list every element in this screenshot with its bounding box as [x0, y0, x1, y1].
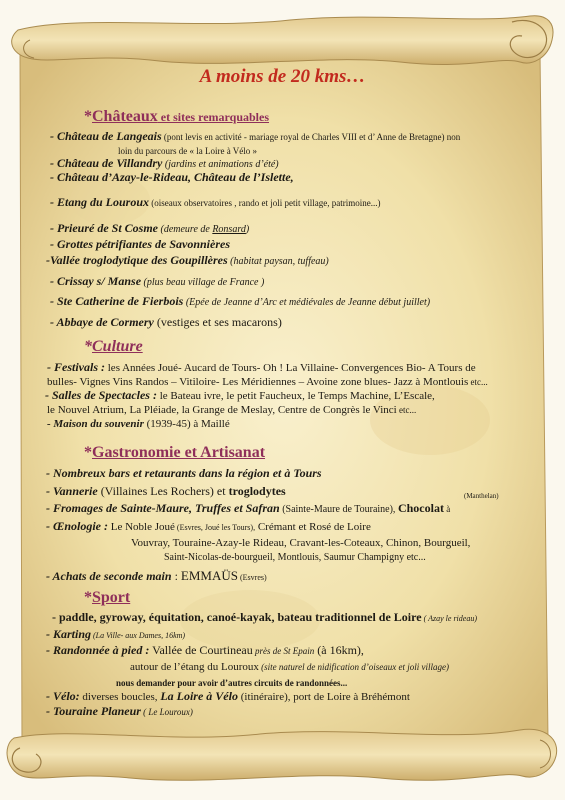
item-name: - Vélo: [46, 689, 80, 703]
list-item [46, 569, 267, 584]
item-note: (pont levis en activité - mariage royal de Charles VIII et d’ Anne de Bretagne) non [161, 132, 461, 142]
section-star: * [84, 444, 92, 461]
list-item [47, 361, 476, 375]
item-name: - Etang du Louroux [50, 195, 150, 209]
item-note: (Epée de Jeanne d’Arc et médiévales de Jeanne début juillet) [183, 297, 431, 308]
section-heading-text: Sport [92, 589, 131, 606]
item-note: ) [245, 224, 250, 235]
item-note: (site naturel de nidification d’oiseaux et joli village) [258, 662, 450, 672]
item-note: (demeure de [158, 224, 213, 235]
list-item [46, 520, 371, 534]
list-item [50, 157, 279, 171]
item-note: (habitat paysan, tuffeau) [227, 256, 329, 267]
list-item [52, 611, 477, 625]
section-subtitle: et sites remarquables [157, 110, 269, 124]
item-text: le Bateau ivre, le petit Faucheux, le Temps Machine, L’Escale, [156, 390, 435, 402]
item-name: - Ste Catherine de Fierbois [50, 294, 184, 308]
item-name: - Randonnée à pied : [46, 643, 150, 657]
list-item [46, 467, 322, 480]
list-item [50, 316, 282, 329]
item-name: -Vallée troglodytique des Goupillères [46, 253, 228, 267]
item-name: La Loire à Vélo [160, 689, 238, 703]
item-name: - Prieuré de St Cosme [50, 221, 158, 235]
list-item [50, 222, 249, 236]
list-item [50, 171, 294, 184]
item-text: : [171, 569, 181, 583]
item-name: - Touraine Planeur [46, 704, 141, 718]
list-item [45, 389, 435, 403]
item-note: (Manthelan) [464, 492, 499, 500]
section-star: * [84, 589, 92, 606]
list-item [50, 238, 230, 251]
list-item [47, 417, 230, 431]
item-text: (itinéraire), port de Loire à Bréhémont [237, 691, 410, 703]
list-item [46, 485, 286, 498]
item-note: (La Ville- aux Dames, 16km) [91, 631, 186, 640]
section-heading-gastronomie [84, 444, 265, 462]
section-heading-text: Châteaux [92, 108, 158, 125]
section-heading-text: Gastronomie et Artisanat [92, 444, 266, 461]
item-name: - Fromages de Sainte-Maure, Truffes et Safran [46, 501, 280, 515]
section-heading-chateaux [84, 108, 269, 126]
item-note-link: Ronsard [212, 224, 246, 235]
item-name: - Château d’Azay-le-Rideau, Château de l’Islette, [50, 170, 294, 184]
item-note: (Esvres) [237, 573, 267, 582]
item-note: ( Le Louroux) [140, 707, 193, 717]
item-name: - Grottes pétrifiantes de Savonnières [50, 237, 230, 251]
item-text: (à 16km), [314, 643, 364, 657]
item-note: ( Azay le rideau) [421, 614, 477, 623]
item-name: - Château de Villandry [50, 156, 163, 170]
item-name: troglodytes [228, 484, 286, 498]
list-item [50, 196, 380, 210]
item-text: nous demander pour avoir d’autres circuits de randonnées... [116, 678, 348, 688]
list-item [46, 644, 364, 658]
item-text: Le Noble Joué [108, 521, 175, 533]
item-text: Vallée de Courtineau [149, 643, 253, 657]
item-note: (vestiges et ses macarons) [153, 315, 282, 329]
item-text: (Villaines Les Rochers) et [97, 484, 229, 498]
item-text: à [443, 504, 451, 514]
list-item-continuation [47, 375, 488, 389]
list-item-continuation [164, 550, 426, 564]
item-note: etc... [396, 405, 417, 415]
list-item [50, 130, 460, 144]
list-item-continuation [131, 536, 470, 550]
list-item [46, 628, 185, 642]
item-note: (plus beau village de France ) [141, 277, 265, 288]
item-note: etc... [468, 377, 488, 387]
item-note: loin du parcours de « la Loire à Vélo » [118, 146, 258, 156]
list-item [50, 295, 430, 309]
item-name: - Vannerie [46, 484, 98, 498]
list-item-continuation [116, 676, 347, 690]
item-name: - Salles de Spectacles : [45, 388, 157, 402]
item-name: - Karting [46, 627, 92, 641]
item-text: Vouvray, Touraine-Azay-le Rideau, Cravant-les-Coteaux, Chinon, Bourgueil, [131, 537, 471, 549]
section-star: * [84, 108, 92, 125]
list-item [46, 502, 450, 516]
item-text: Crémant et Rosé de Loire [255, 521, 371, 533]
list-item-continuation [47, 403, 416, 417]
item-text: le Nouvel Atrium, La Pléiade, la Grange de Meslay, Centre de Congrès le Vinci [47, 404, 397, 416]
item-name: - Œnologie : [46, 519, 108, 533]
page-title: A moins de 20 kms… [199, 66, 366, 87]
item-note: (oiseaux observatoires , rando et joli petit village, patrimoine...) [149, 198, 381, 208]
item-note: (jardins et animations d’été) [162, 159, 279, 170]
item-note: (Esvres, Joué les Tours), [174, 523, 256, 532]
item-name: - Festivals : [47, 360, 105, 374]
item-text: diverses boucles, [79, 691, 161, 703]
item-text: autour de l’étang du Louroux [130, 661, 259, 673]
item-name: - Nombreux bars et retaurants dans la région et à Tours [46, 466, 322, 480]
item-text: bulles- Vignes Vins Randos – Vitiloire- Les Méridiennes – Avoine zone blues- Jazz à Montlouis [47, 376, 469, 388]
item-note: près de St Epain [252, 646, 315, 656]
item-name: EMMAÜS [180, 568, 238, 583]
list-item [46, 690, 410, 704]
section-heading-culture [84, 338, 143, 356]
item-name: - Crissay s/ Manse [50, 274, 142, 288]
item-name: - Maison du souvenir [47, 418, 144, 430]
list-item [46, 705, 193, 719]
item-name: - Château de Langeais [50, 129, 162, 143]
list-item [46, 254, 329, 268]
section-star: * [84, 338, 92, 355]
item-text: les Années Joué- Aucard de Tours- Oh ! La Villaine- Convergences Bio- A Tours de [105, 362, 476, 374]
list-item-continuation [130, 660, 449, 674]
item-text: (1939-45) à Maillé [143, 418, 230, 430]
list-item [50, 275, 264, 289]
item-name: - Achats de seconde main [46, 569, 172, 583]
list-item-note [464, 488, 499, 503]
item-text: Saint-Nicolas-de-bourgueil, Montlouis, Saumur Champigny etc... [164, 552, 426, 563]
item-name: Chocolat [397, 501, 444, 515]
item-name: - paddle, gyroway, équitation, canoé-kayak, bateau traditionnel de Loire [52, 610, 422, 624]
item-text: (Sainte-Maure de Touraine), [279, 504, 398, 515]
section-heading-sport [84, 589, 130, 607]
item-name: - Abbaye de Cormery [50, 315, 154, 329]
section-heading-text: Culture [92, 338, 143, 355]
